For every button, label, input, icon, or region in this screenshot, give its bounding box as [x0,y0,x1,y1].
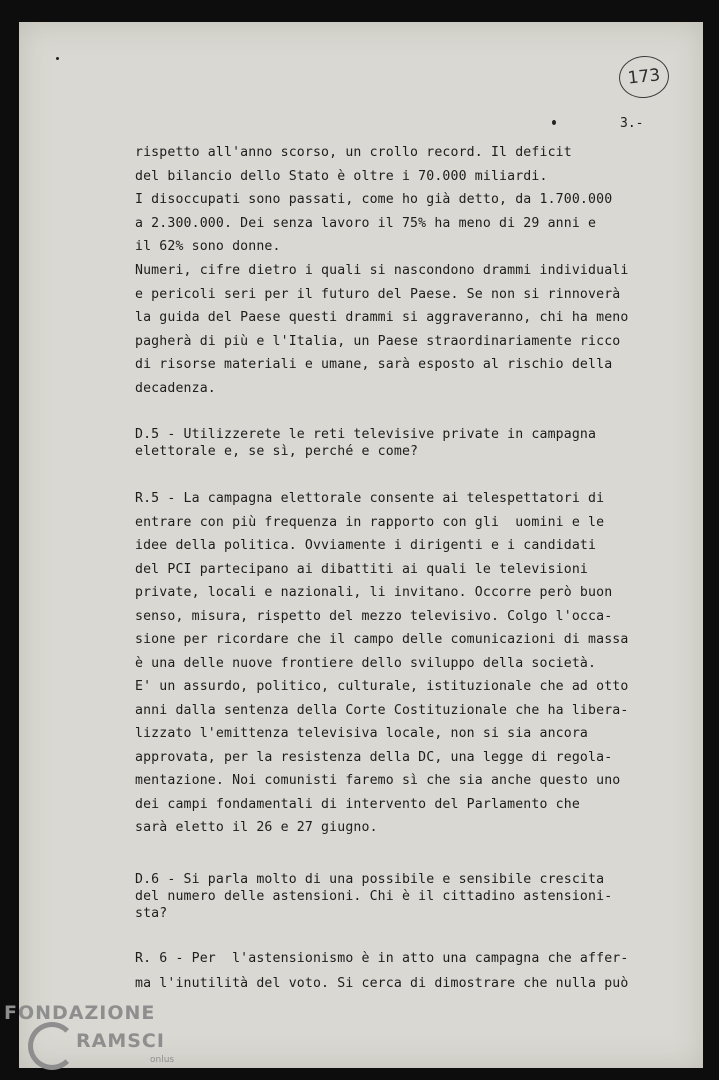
paragraph-economy [135,141,645,401]
text-line: sione per ricordare che il campo delle comunicazioni di massa [135,632,629,647]
text-line: D.5 - Utilizzerete le reti televisive private in campagna [135,427,597,442]
text-line: elettorale e, se sì, perché e come? [135,444,419,459]
text-line: sta? [135,906,168,921]
text-line: sarà eletto il 26 e 27 giugno. [135,820,378,835]
question-d6 [135,871,645,922]
folio-number: 173 [626,65,662,89]
text-line: di risorse materiali e umane, sarà esposto al rischio della [135,357,613,373]
question-d5 [135,426,645,460]
text-line: E' un assurdo, politico, culturale, istituzionale che ad otto [135,679,629,694]
fondazione-gramsci-logo [4,1002,204,1074]
text-line: approvata, per la resistenza della DC, una legge di regola- [135,749,613,765]
text-line: il 62% sono donne. [135,239,281,255]
text-line: entrare con più frequenza in rapporto con gli uomini e le [135,514,605,530]
text-line: anni dalla sentenza della Corte Costituzionale che ha libera- [135,702,629,718]
text-line: D.6 - Si parla molto di una possibile e sensibile crescita [135,872,605,887]
text-line: rispetto all'anno scorso, un crollo record. Il deficit [135,145,572,160]
page-number: 3.- [620,116,644,131]
logo-line-2: RAMSCI [76,1030,165,1052]
text-line: idee della politica. Ovviamente i dirigenti e i candidati [135,538,597,553]
text-line: è una delle nuove frontiere dello sviluppo della società. [135,655,597,671]
text-line: pagherà di più e l'Italia, un Paese straordinariamente ricco [135,333,621,349]
text-line: I disoccupati sono passati, come ho già detto, da 1.700.000 [135,192,613,208]
text-line: ma l'inutilità del voto. Si cerca di dimostrare che nulla può [135,976,629,991]
text-line: Numeri, cifre dietro i quali si nascondono drammi individuali [135,262,629,278]
logo-suffix: onlus [150,1055,175,1065]
ink-speck [552,120,556,125]
text-line: mentazione. Noi comunisti faremo sì che sia anche questo uno [135,773,621,788]
ink-speck [56,57,59,60]
text-line: del PCI partecipano ai dibattiti ai quali le televisioni [135,561,589,577]
text-line: private, locali e nazionali, li invitano. Occorre però buon [135,585,613,600]
text-line: del bilancio dello Stato è oltre i 70.000 miliardi. [135,168,548,184]
text-line: lizzato l'emittenza televisiva locale, non si sia ancora [135,726,589,741]
text-line: senso, misura, rispetto del mezzo televisivo. Colgo l'occa- [135,608,613,624]
text-line: del numero delle astensioni. Chi è il cittadino astensioni- [135,889,613,904]
logo-g-icon [28,1022,76,1070]
logo-line-1: FONDAZIONE [4,1002,156,1024]
text-line: e pericoli seri per il futuro del Paese. Se non si rinnoverà [135,286,621,302]
answer-r5 [135,487,645,840]
text-line: dei campi fondamentali di intervento del Parlamento che [135,796,580,812]
answer-r6 [135,946,645,996]
text-line: R.5 - La campagna elettorale consente ai telespettatori di [135,491,605,506]
text-line: R. 6 - Per l'astensionismo è in atto una campagna che affer- [135,951,629,966]
text-line: a 2.300.000. Dei senza lavoro il 75% ha meno di 29 anni e [135,215,597,231]
folio-stamp [617,54,671,101]
text-line: la guida del Paese questi drammi si aggraveranno, chi ha meno [135,310,629,326]
text-line: decadenza. [135,380,216,396]
